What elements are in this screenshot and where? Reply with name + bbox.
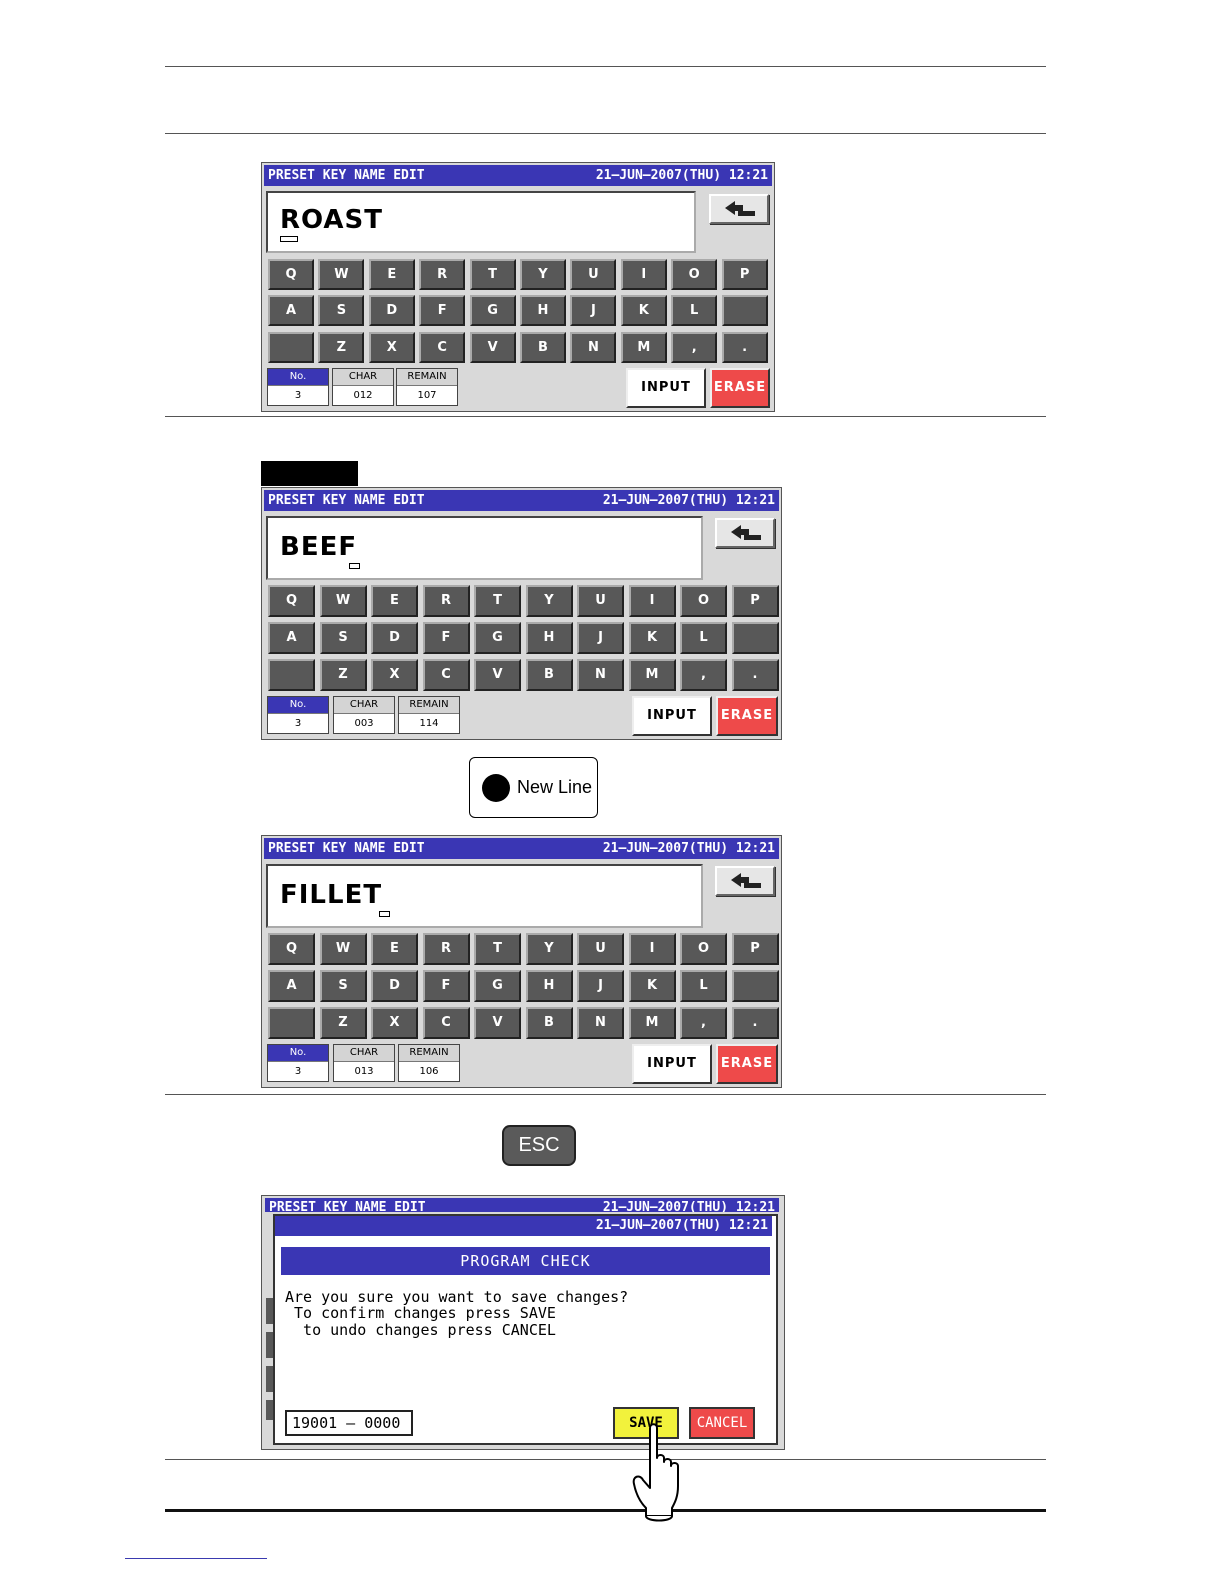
title-bar: [264, 838, 779, 859]
no-field: [267, 696, 329, 734]
key-f[interactable]: F: [423, 970, 470, 1002]
char-label: CHAR: [334, 697, 394, 714]
erase-button[interactable]: ERASE: [716, 696, 778, 736]
key-k[interactable]: K: [629, 970, 676, 1002]
key-e[interactable]: E: [371, 933, 418, 965]
new-line-label: New Line: [517, 777, 593, 797]
section-rule-4: [165, 1459, 1046, 1460]
dialog-message-line-3: to undo changes press CANCEL: [285, 1321, 556, 1339]
key-z[interactable]: Z: [320, 1007, 367, 1039]
key-c[interactable]: C: [419, 332, 465, 363]
key-o[interactable]: O: [680, 933, 727, 965]
dialog-code-field: 19001 – 0000: [285, 1410, 413, 1436]
title-bar: [264, 165, 772, 186]
background-title-bar: [265, 1198, 779, 1212]
key-b[interactable]: B: [526, 659, 573, 691]
text-cursor: [349, 563, 360, 569]
key-l[interactable]: L: [680, 622, 727, 654]
key-j[interactable]: J: [577, 970, 624, 1002]
input-button[interactable]: INPUT: [632, 1044, 712, 1084]
key-period[interactable]: .: [732, 659, 779, 691]
key-e[interactable]: E: [369, 259, 415, 290]
key-x[interactable]: X: [369, 332, 415, 363]
title-bar: [264, 490, 779, 511]
section-rule-3: [165, 1094, 1046, 1095]
key-q[interactable]: Q: [268, 585, 315, 617]
no-label: No.: [268, 697, 328, 714]
dialog-message-line-2: To confirm changes press SAVE: [285, 1304, 556, 1322]
key-r[interactable]: R: [419, 259, 465, 290]
remain-label: REMAIN: [397, 369, 457, 386]
key-j[interactable]: J: [570, 295, 616, 326]
screen-fillet: [261, 835, 782, 1088]
pointing-hand-icon: [630, 1420, 690, 1525]
erase-button[interactable]: ERASE: [710, 368, 770, 408]
no-value: 3: [294, 1066, 302, 1077]
key-comma[interactable]: ,: [680, 659, 727, 691]
key-w[interactable]: W: [318, 259, 364, 290]
key-t[interactable]: T: [470, 259, 516, 290]
section-rule-1: [165, 133, 1046, 134]
remain-field: [398, 696, 460, 734]
key-p[interactable]: P: [732, 585, 779, 617]
key-d[interactable]: D: [369, 295, 415, 326]
key-h[interactable]: H: [526, 970, 573, 1002]
no-label: No.: [268, 369, 328, 386]
key-l[interactable]: L: [680, 970, 727, 1002]
key-v[interactable]: V: [474, 1007, 521, 1039]
text-cursor: [280, 236, 298, 242]
key-i[interactable]: I: [629, 933, 676, 965]
no-field: [267, 1044, 329, 1082]
char-field: [333, 1044, 395, 1082]
key-m[interactable]: M: [621, 332, 667, 363]
remain-field: [398, 1044, 460, 1082]
char-label: CHAR: [334, 1045, 394, 1062]
key-blank[interactable]: [268, 659, 315, 691]
bullet-icon: [482, 774, 510, 802]
screen-roast: [261, 162, 775, 412]
key-period[interactable]: .: [732, 1007, 779, 1039]
key-s[interactable]: S: [320, 970, 367, 1002]
key-r[interactable]: R: [423, 933, 470, 965]
no-value: 3: [294, 390, 302, 401]
top-rule: [165, 66, 1046, 67]
screen-datetime: 21–JUN–2007(THU) 12:21: [602, 493, 775, 508]
key-blank[interactable]: [268, 1007, 315, 1039]
screen-title: PRESET KEY NAME EDIT: [268, 841, 425, 856]
key-m[interactable]: M: [629, 1007, 676, 1039]
back-button[interactable]: [715, 866, 775, 896]
char-value: 003: [354, 718, 374, 729]
screen-title: PRESET KEY NAME EDIT: [268, 168, 425, 183]
name-text: BEEF: [280, 532, 358, 562]
key-blank[interactable]: [732, 970, 779, 1002]
no-label: No.: [268, 1045, 328, 1062]
key-a[interactable]: A: [268, 622, 315, 654]
char-value: 012: [353, 390, 373, 401]
input-button[interactable]: INPUT: [632, 696, 712, 736]
key-h[interactable]: H: [520, 295, 566, 326]
key-x[interactable]: X: [371, 1007, 418, 1039]
key-p[interactable]: P: [722, 259, 768, 290]
remain-field: [396, 368, 458, 406]
name-display: [266, 864, 703, 928]
key-g[interactable]: G: [474, 622, 521, 654]
char-field: [333, 696, 395, 734]
screen-datetime: 21–JUN–2007(THU) 12:21: [595, 168, 768, 183]
key-u[interactable]: U: [577, 933, 624, 965]
key-comma[interactable]: ,: [671, 332, 717, 363]
erase-button[interactable]: ERASE: [716, 1044, 778, 1084]
footer-link-underline: [125, 1558, 267, 1559]
key-w[interactable]: W: [320, 585, 367, 617]
remain-value: 114: [419, 718, 439, 729]
key-z[interactable]: Z: [318, 332, 364, 363]
key-g[interactable]: G: [470, 295, 516, 326]
screen-beef: [261, 487, 782, 740]
remain-value: 106: [419, 1066, 439, 1077]
save-button[interactable]: SAVE: [613, 1407, 679, 1439]
key-o[interactable]: O: [671, 259, 717, 290]
key-y[interactable]: Y: [526, 585, 573, 617]
dialog-message-line-1: Are you sure you want to save changes?: [285, 1288, 629, 1306]
return-arrow-icon: [723, 200, 757, 220]
remain-label: REMAIN: [399, 1045, 459, 1062]
background-title: PRESET KEY NAME EDIT: [269, 1200, 426, 1212]
key-q[interactable]: Q: [268, 933, 315, 965]
key-a[interactable]: A: [268, 295, 314, 326]
name-display: [266, 516, 703, 580]
key-x[interactable]: X: [371, 659, 418, 691]
key-n[interactable]: N: [570, 332, 616, 363]
name-display: [266, 191, 696, 253]
key-j[interactable]: J: [577, 622, 624, 654]
screen-title: PRESET KEY NAME EDIT: [268, 493, 425, 508]
key-a[interactable]: A: [268, 970, 315, 1002]
no-value: 3: [294, 718, 302, 729]
cancel-button[interactable]: CANCEL: [689, 1407, 755, 1439]
section-rule-2: [165, 416, 1046, 417]
program-check-dialog: [273, 1214, 778, 1445]
key-k[interactable]: K: [629, 622, 676, 654]
screen-datetime: 21–JUN–2007(THU) 12:21: [602, 841, 775, 856]
char-field: [332, 368, 394, 406]
name-text: FILLET: [280, 880, 383, 910]
key-h[interactable]: H: [526, 622, 573, 654]
key-b[interactable]: B: [520, 332, 566, 363]
return-arrow-icon: [729, 872, 763, 892]
key-z[interactable]: Z: [320, 659, 367, 691]
bottom-rule: [165, 1509, 1046, 1512]
key-blank[interactable]: [268, 332, 314, 363]
remain-label: REMAIN: [399, 697, 459, 714]
key-m[interactable]: M: [629, 659, 676, 691]
key-p[interactable]: P: [732, 933, 779, 965]
key-g[interactable]: G: [474, 970, 521, 1002]
key-u[interactable]: U: [577, 585, 624, 617]
key-c[interactable]: C: [423, 659, 470, 691]
key-blank[interactable]: [732, 622, 779, 654]
key-comma[interactable]: ,: [680, 1007, 727, 1039]
key-s[interactable]: S: [320, 622, 367, 654]
back-button[interactable]: [709, 194, 769, 224]
key-period[interactable]: .: [722, 332, 768, 363]
key-b[interactable]: B: [526, 1007, 573, 1039]
key-o[interactable]: O: [680, 585, 727, 617]
dialog-heading: PROGRAM CHECK: [281, 1247, 770, 1275]
key-q[interactable]: Q: [268, 259, 314, 290]
key-r[interactable]: R: [423, 585, 470, 617]
key-t[interactable]: T: [474, 585, 521, 617]
new-line-button[interactable]: [469, 757, 598, 818]
key-y[interactable]: Y: [520, 259, 566, 290]
key-s[interactable]: S: [318, 295, 364, 326]
dialog-datetime: 21–JUN–2007(THU) 12:21: [275, 1216, 772, 1236]
key-w[interactable]: W: [320, 933, 367, 965]
text-cursor: [379, 911, 390, 917]
key-y[interactable]: Y: [526, 933, 573, 965]
name-text: ROAST: [280, 205, 384, 235]
input-button[interactable]: INPUT: [626, 368, 706, 408]
char-label: CHAR: [333, 369, 393, 386]
black-label-bar: [261, 461, 358, 486]
key-t[interactable]: T: [474, 933, 521, 965]
key-blank[interactable]: [722, 295, 768, 326]
key-f[interactable]: F: [419, 295, 465, 326]
key-c[interactable]: C: [423, 1007, 470, 1039]
return-arrow-icon: [729, 524, 763, 544]
background-datetime: 21–JUN–2007(THU) 12:21: [602, 1200, 775, 1212]
esc-button[interactable]: ESC: [502, 1125, 576, 1166]
key-n[interactable]: N: [577, 659, 624, 691]
back-button[interactable]: [715, 518, 775, 548]
key-l[interactable]: L: [671, 295, 717, 326]
key-d[interactable]: D: [371, 622, 418, 654]
key-u[interactable]: U: [570, 259, 616, 290]
key-v[interactable]: V: [474, 659, 521, 691]
key-d[interactable]: D: [371, 970, 418, 1002]
key-v[interactable]: V: [470, 332, 516, 363]
remain-value: 107: [417, 390, 437, 401]
key-k[interactable]: K: [621, 295, 667, 326]
key-i[interactable]: I: [621, 259, 667, 290]
key-n[interactable]: N: [577, 1007, 624, 1039]
no-field: [267, 368, 329, 406]
key-f[interactable]: F: [423, 622, 470, 654]
key-e[interactable]: E: [371, 585, 418, 617]
key-i[interactable]: I: [629, 585, 676, 617]
char-value: 013: [354, 1066, 374, 1077]
